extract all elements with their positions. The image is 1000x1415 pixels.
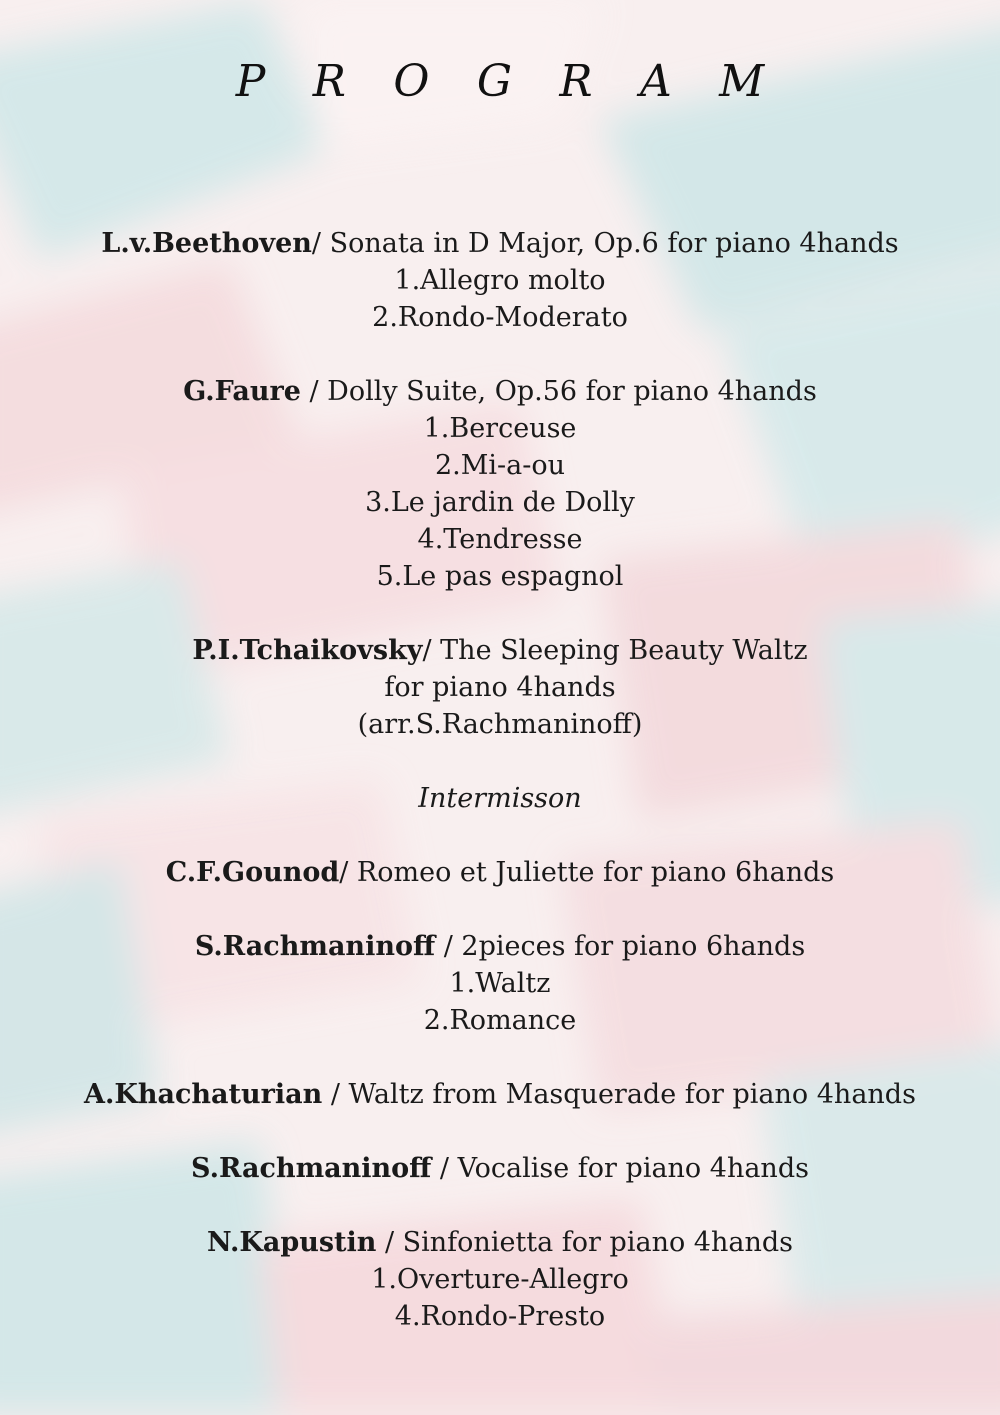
intermission-label: Intermisson xyxy=(418,783,582,814)
separator: / xyxy=(300,376,328,407)
entry-heading xyxy=(0,632,1000,669)
work-title: Waltz from Masquerade for piano 4hands xyxy=(348,1079,916,1110)
entry-heading xyxy=(0,225,1000,262)
separator: / xyxy=(422,635,441,666)
movement: 1.Allegro molto xyxy=(394,265,606,296)
composer-name: A.Khachaturian xyxy=(84,1079,323,1110)
program-entry xyxy=(0,1224,1000,1335)
entry-heading xyxy=(0,1150,1000,1187)
entry-heading xyxy=(0,928,1000,965)
composer-name: C.F.Gounod xyxy=(165,857,340,888)
program-entry xyxy=(0,373,1000,595)
program-entry xyxy=(0,1150,1000,1187)
movement: 4.Rondo-Presto xyxy=(394,1301,606,1332)
movement: 2.Romance xyxy=(423,1005,577,1036)
program-entry xyxy=(0,1076,1000,1113)
work-title: Vocalise for piano 4hands xyxy=(457,1153,809,1184)
separator: / xyxy=(311,228,330,259)
separator: / xyxy=(431,1153,458,1184)
movement: 1.Berceuse xyxy=(423,413,577,444)
separator: / xyxy=(339,857,357,888)
work-detail: (arr.S.Rachmaninoff) xyxy=(357,709,643,740)
work-title: 2pieces for piano 6hands xyxy=(461,931,806,962)
page-title: P R O G R A M xyxy=(235,56,781,107)
composer-name: G.Faure xyxy=(183,376,301,407)
entry-heading xyxy=(0,854,1000,891)
composer-name: S.Rachmaninoff xyxy=(194,931,436,962)
composer-name: L.v.Beethoven xyxy=(101,228,312,259)
movement: 5.Le pas espagnol xyxy=(376,561,624,592)
movement: 1.Waltz xyxy=(449,968,551,999)
movement: 2.Mi-a-ou xyxy=(434,450,566,481)
movement: 1.Overture-Allegro xyxy=(371,1264,629,1295)
separator: / xyxy=(435,931,462,962)
movement: 3.Le jardin de Dolly xyxy=(365,487,635,518)
separator: / xyxy=(376,1227,403,1258)
program-entry xyxy=(0,632,1000,743)
work-title: Sonata in D Major, Op.6 for piano 4hands xyxy=(329,228,899,259)
work-title: Dolly Suite, Op.56 for piano 4hands xyxy=(327,376,817,407)
program-list xyxy=(0,225,1000,1372)
program-entry xyxy=(0,854,1000,891)
composer-name: S.Rachmaninoff xyxy=(191,1153,432,1184)
entry-heading xyxy=(0,1076,1000,1113)
entry-heading xyxy=(0,373,1000,410)
movement: 2.Rondo-Moderato xyxy=(372,302,628,333)
work-detail: for piano 4hands xyxy=(384,672,616,703)
separator: / xyxy=(322,1079,349,1110)
composer-name: P.I.Tchaikovsky xyxy=(192,635,423,666)
movement: 4.Tendresse xyxy=(417,524,583,555)
composer-name: N.Kapustin xyxy=(207,1227,377,1258)
work-title: The Sleeping Beauty Waltz xyxy=(440,635,808,666)
entry-heading xyxy=(0,1224,1000,1261)
work-title: Romeo et Juliette for piano 6hands xyxy=(356,857,835,888)
program-entry xyxy=(0,225,1000,336)
program-entry xyxy=(0,928,1000,1039)
work-title: Sinfonietta for piano 4hands xyxy=(402,1227,793,1258)
